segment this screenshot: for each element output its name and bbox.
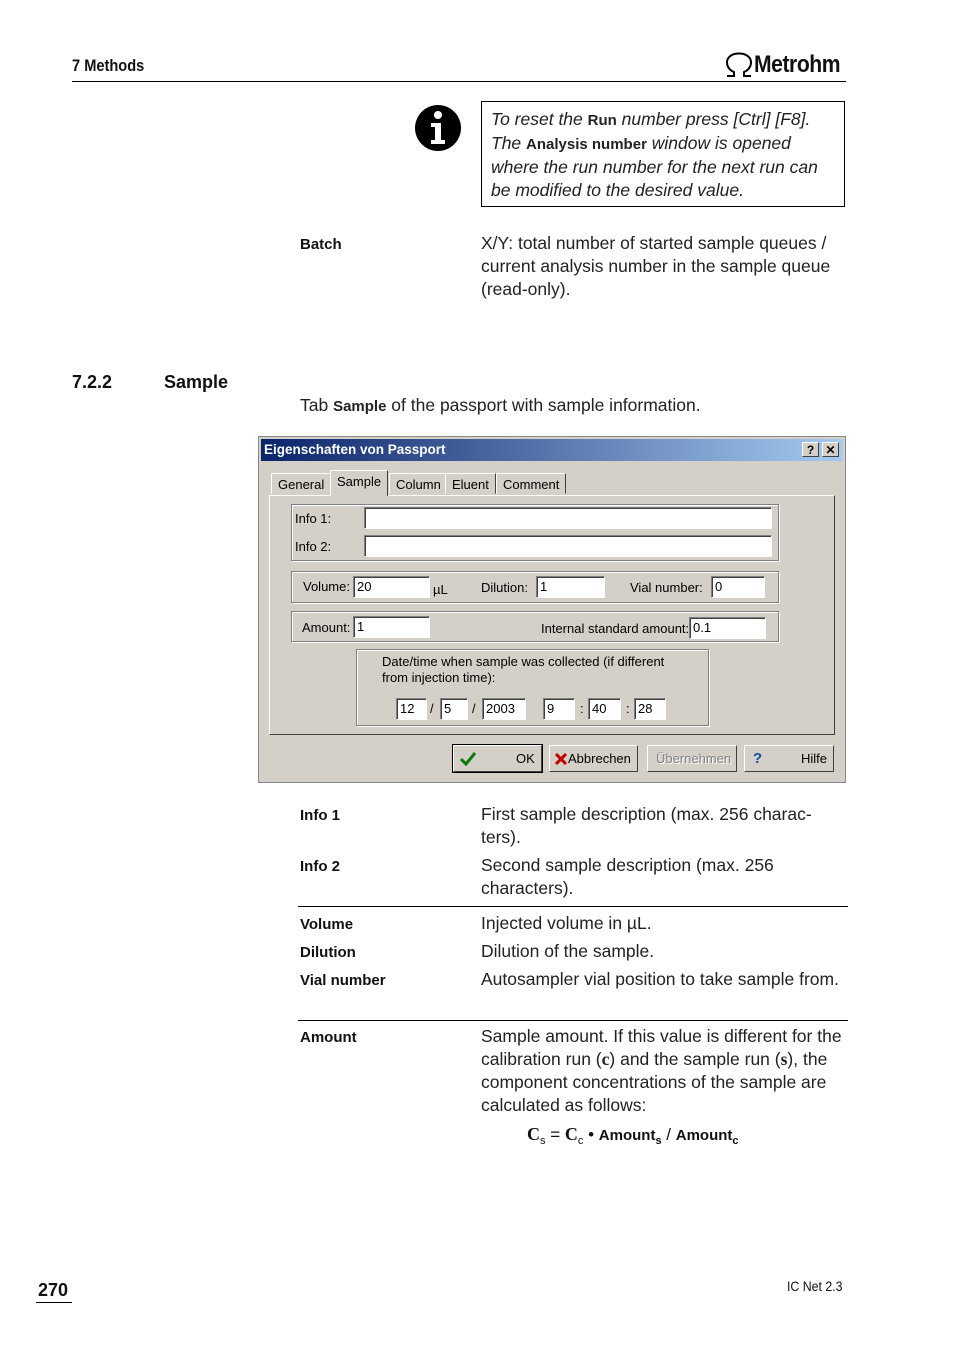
formula-c: C xyxy=(527,1124,540,1144)
dilution-desc: Dilution of the sample. xyxy=(481,941,655,961)
vial-number-input[interactable]: 0 xyxy=(711,576,765,598)
volume-unit: µL xyxy=(433,582,448,597)
formula-c: C xyxy=(564,1124,578,1144)
formula-equals: = xyxy=(545,1125,565,1144)
amount-input[interactable]: 1 xyxy=(353,616,430,638)
batch-term: Batch xyxy=(300,236,342,253)
info2-input[interactable] xyxy=(364,535,772,557)
vial-number-label: Vial number: xyxy=(630,580,703,595)
info2-desc: Second sample description (max. 256 characters). xyxy=(481,855,774,898)
cancel-button[interactable] xyxy=(549,745,638,772)
intro-text: of the passport with sample information. xyxy=(386,395,701,415)
ok-label: OK xyxy=(516,751,535,766)
tab-column[interactable]: Column xyxy=(389,473,448,494)
checkmark-icon xyxy=(460,752,476,766)
internal-standard-input[interactable]: 0.1 xyxy=(689,617,766,639)
page-number-rule xyxy=(36,1302,72,1303)
volume-term: Volume xyxy=(300,916,354,933)
concentration-formula xyxy=(527,1124,739,1145)
section-rule xyxy=(298,906,848,907)
formula-subscript: c xyxy=(577,1135,584,1147)
intro-text: Tab xyxy=(300,395,334,415)
passport-dialog xyxy=(258,436,846,783)
dilution-term: Dilution xyxy=(300,944,356,961)
info2-term: Info 2 xyxy=(300,858,340,875)
question-icon: ? xyxy=(753,750,763,767)
time-second-input[interactable]: 28 xyxy=(634,698,666,720)
tab-eluent[interactable]: Eluent xyxy=(445,473,496,494)
tab-comment[interactable]: Comment xyxy=(496,473,566,494)
cross-icon xyxy=(555,753,567,765)
date-separator: / xyxy=(430,701,434,716)
note-text: To reset the xyxy=(491,109,588,129)
date-separator: / xyxy=(472,701,476,716)
tab-general[interactable]: General xyxy=(271,473,331,494)
header-rule xyxy=(72,81,846,82)
sample-symbol: s xyxy=(780,1049,788,1069)
note-text: window is opened where the run number for the next run can be modified to the desired value. xyxy=(491,133,818,200)
tab-sample[interactable]: Sample xyxy=(330,470,388,496)
formula-amount: Amount xyxy=(598,1127,656,1144)
date-day-input[interactable]: 12 xyxy=(396,698,427,720)
dialog-title: Eigenschaften von Passport xyxy=(264,442,446,457)
dilution-label: Dilution: xyxy=(481,580,528,595)
time-separator: : xyxy=(580,701,584,716)
product-name: IC Net 2.3 xyxy=(787,1278,843,1294)
volume-desc: Injected volume in µL. xyxy=(481,913,652,933)
formula-subscript: s xyxy=(540,1135,546,1147)
note-box xyxy=(481,101,845,207)
volume-label: Volume: xyxy=(303,579,350,594)
amount-label: Amount: xyxy=(302,620,351,635)
close-icon[interactable]: ✕ xyxy=(822,442,839,457)
info1-label: Info 1: xyxy=(295,511,332,526)
formula-slash: / xyxy=(661,1125,676,1144)
help-title-button[interactable]: ? xyxy=(802,442,819,457)
info2-label: Info 2: xyxy=(295,539,332,554)
omega-icon xyxy=(724,52,754,78)
amount-term: Amount xyxy=(300,1029,357,1046)
info1-input[interactable] xyxy=(364,507,772,529)
section-rule xyxy=(298,1020,848,1021)
info-icon xyxy=(414,104,462,152)
apply-button[interactable] xyxy=(647,745,737,772)
time-hour-input[interactable]: 9 xyxy=(543,698,575,720)
time-minute-input[interactable]: 40 xyxy=(588,698,621,720)
chapter-heading: 7 Methods xyxy=(72,56,145,75)
section-title: Sample xyxy=(164,372,229,392)
vial-number-desc: Autosampler vial position to take sample from. xyxy=(481,969,839,989)
date-year-input[interactable]: 2003 xyxy=(482,698,526,720)
brand-logo xyxy=(724,50,852,80)
dilution-input[interactable]: 1 xyxy=(536,576,605,598)
apply-label: Übernehmen xyxy=(656,751,732,766)
dialog-titlebar xyxy=(261,439,843,461)
intro-bold: Sample xyxy=(333,398,387,415)
formula-amount: Amount xyxy=(675,1127,733,1144)
amount-desc-text: ) and the sample run ( xyxy=(609,1049,781,1069)
info1-desc: First sample description (max. 256 charac-ters). xyxy=(481,804,812,847)
ok-button[interactable] xyxy=(453,745,542,772)
calibration-symbol: c xyxy=(601,1049,610,1069)
note-run-term: Run xyxy=(587,112,617,129)
cancel-label: Abbrechen xyxy=(568,751,631,766)
volume-input[interactable]: 20 xyxy=(353,576,430,598)
page-number: 270 xyxy=(38,1280,69,1300)
brand-name: Metrohm xyxy=(754,51,841,78)
help-label: Hilfe xyxy=(801,751,828,766)
section-number: 7.2.2 xyxy=(72,372,113,392)
note-text: number press [Ctrl] [F8]. The xyxy=(491,109,811,153)
internal-standard-label: Internal standard amount: xyxy=(541,621,690,636)
formula-subscript: s xyxy=(655,1135,662,1147)
help-button[interactable] xyxy=(744,745,834,772)
date-month-input[interactable]: 5 xyxy=(440,698,468,720)
batch-desc: X/Y: total number of started sample queues / current analysis number in the sample queue (read-only). xyxy=(481,233,831,299)
amount-desc-text: ), the component concentrations of the sample are calculated as follows: xyxy=(481,1049,828,1115)
section-intro xyxy=(300,395,701,416)
time-separator: : xyxy=(626,701,630,716)
amount-desc-text: Sample amount. If this value is different for the calibration run ( xyxy=(481,1026,842,1069)
formula-dot: • xyxy=(583,1125,599,1144)
amount-desc xyxy=(481,1025,847,1117)
vial-number-term: Vial number xyxy=(300,972,386,989)
note-analysis-term: Analysis number xyxy=(526,136,647,153)
datetime-caption: Date/time when sample was collected (if different from injection time): xyxy=(382,654,665,685)
formula-subscript: c xyxy=(732,1135,739,1147)
info1-term: Info 1 xyxy=(300,807,340,824)
